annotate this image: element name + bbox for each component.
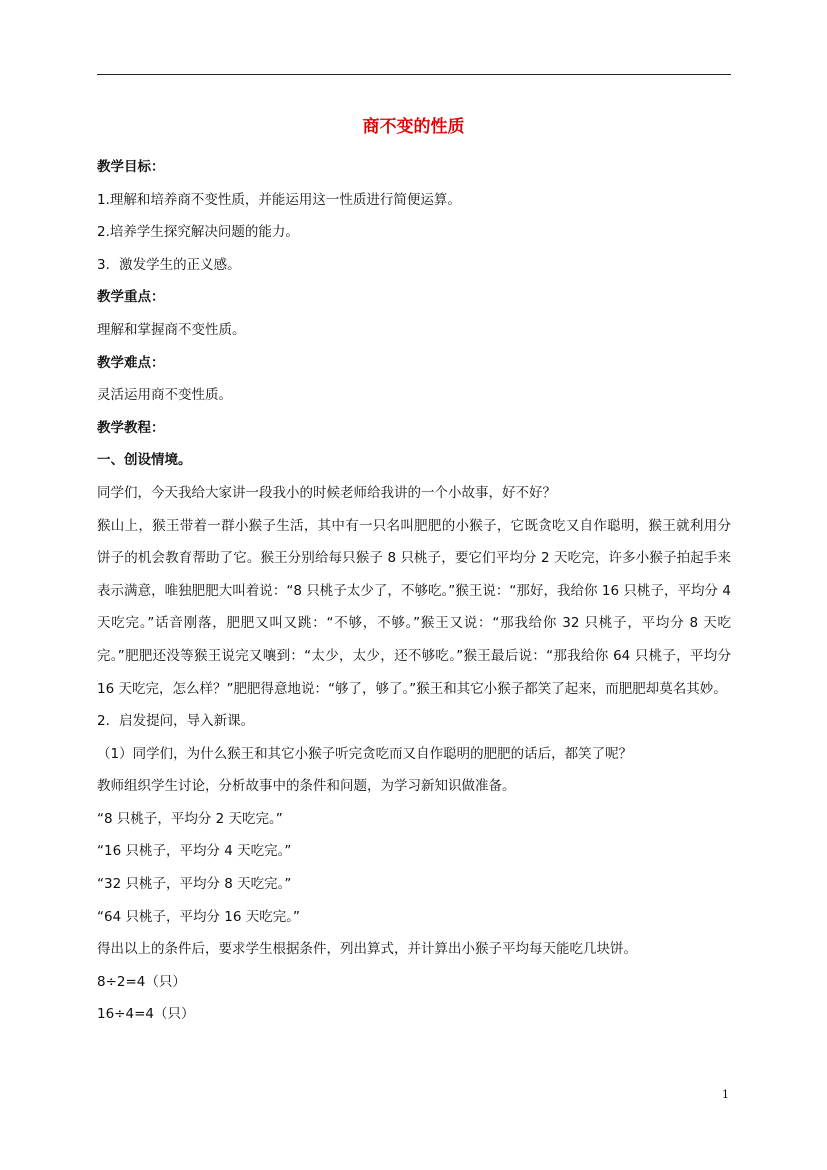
difficulty-heading: 教学难点：: [97, 354, 165, 371]
document-body: [97, 151, 731, 1031]
difficulty-text: 灵活运用商不变性质。: [97, 387, 232, 404]
document-title: 商不变的性质: [362, 117, 465, 137]
intro-paragraph: 同学们，今天我给大家讲一段我小的时候老师给我讲的一个小故事，好不好？: [97, 484, 556, 501]
instruction-paragraph: 得出以上的条件后，要求学生根据条件，列出算式，并计算出小猴子平均每天能吃几块饼。: [97, 941, 637, 958]
goal-1: 1.理解和培养商不变性质，并能运用这一性质进行简便运算。: [97, 191, 461, 208]
quote-2: “16 只桃子，平均分 4 天吃完。”: [97, 843, 292, 860]
page-number: 1: [722, 1088, 729, 1101]
question-1: （1）同学们，为什么猴王和其它小猴子听完贪吃而又自作聪明的肥肥的话后，都笑了呢？: [97, 745, 633, 762]
key-text: 理解和掌握商不变性质。: [97, 321, 246, 338]
process-heading: 教学教程：: [97, 419, 165, 436]
goal-3: 3．激发学生的正义感。: [97, 256, 241, 273]
header-rule: [97, 74, 731, 75]
calc-1: 8÷2=4（只）: [97, 973, 186, 990]
quote-4: “64 只桃子，平均分 16 天吃完。”: [97, 908, 300, 925]
step2-heading: 2．启发提问，导入新课。: [97, 713, 255, 730]
step1-heading: 一、创设情境。: [97, 452, 192, 469]
story-paragraph: 猴山上，猴王带着一群小猴子生活，其中有一只名叫肥肥的小猴子，它既贪吃又自作聪明，猴王就利用分饼子的机会教育帮助了它。猴王分别给每只猴子 8 只桃子，要它们平均分 2 天吃完，许多小猴子拍起手来表示满意，唯独肥肥大叫着说：“8 只桃子太少了，不够吃。”猴王说：“那好，我给你 16 只桃子，平均分 4 天吃完。”话音刚落，肥肥又叫又跳：“不够，不够。”猴王又说：“那我给你 32 只桃子，平均分 8 天吃完。”肥肥还没等猴王说完又嚷到：“太少，太少，还不够吃。”猴王最后说：“那我给你 64 只桃子，平均分 16 天吃完，怎么样？”肥肥得意地说：“够了，够了。”猴王和其它小猴子都笑了起来，而肥肥却莫名其妙。: [97, 517, 731, 697]
discussion-paragraph: 教师组织学生讨论，分析故事中的条件和问题，为学习新知识做准备。: [97, 778, 516, 795]
quote-3: “32 只桃子，平均分 8 天吃完。”: [97, 876, 292, 893]
goals-heading: 教学目标：: [97, 159, 165, 175]
goal-2: 2.培养学生探究解决问题的能力。: [97, 224, 299, 241]
quote-1: “8 只桃子，平均分 2 天吃完。”: [97, 810, 283, 827]
key-heading: 教学重点：: [97, 289, 165, 306]
calc-2: 16÷4=4（只）: [97, 1006, 195, 1023]
